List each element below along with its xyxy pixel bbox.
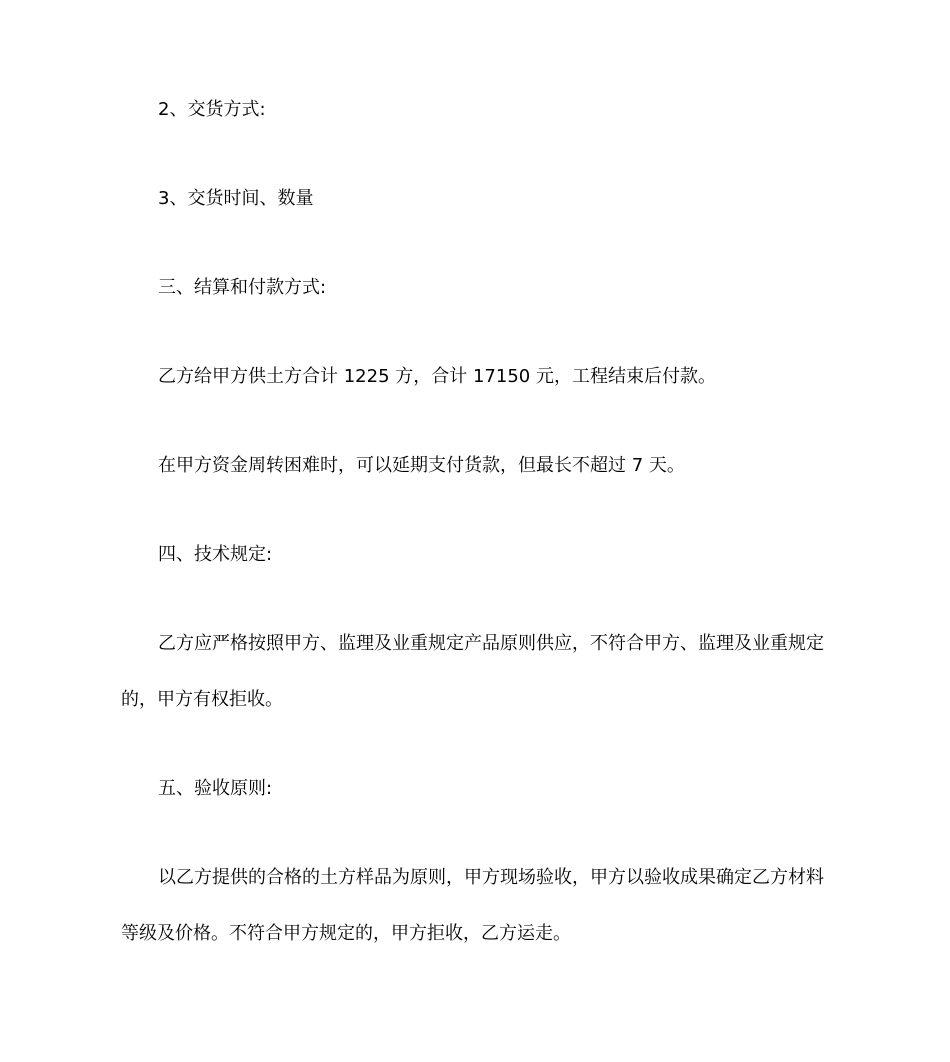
delivery-time-quantity-line: 3、交货时间、数量 xyxy=(158,188,314,209)
technical-requirements-paragraph-line-2: 的，甲方有权拒收。 xyxy=(121,689,283,710)
settlement-heading: 三、结算和付款方式: xyxy=(158,277,327,298)
acceptance-principle-heading: 五、验收原则: xyxy=(158,778,273,799)
technical-requirements-heading: 四、技术规定: xyxy=(158,544,273,565)
technical-requirements-paragraph-line-1: 乙方应严格按照甲方、监理及业重规定产品原则供应，不符合甲方、监理及业重规定 xyxy=(158,633,824,654)
payment-delay-paragraph: 在甲方资金周转困难时，可以延期支付货款，但最长不超过 7 天。 xyxy=(158,455,685,476)
acceptance-principle-paragraph-line-2: 等级及价格。不符合甲方规定的，甲方拒收，乙方运走。 xyxy=(121,923,571,944)
delivery-method-line: 2、交货方式: xyxy=(158,99,266,120)
payment-total-paragraph: 乙方给甲方供土方合计 1225 方，合计 17150 元，工程结束后付款。 xyxy=(158,366,716,387)
acceptance-principle-paragraph-line-1: 以乙方提供的合格的土方样品为原则，甲方现场验收，甲方以验收成果确定乙方材料 xyxy=(158,867,824,888)
